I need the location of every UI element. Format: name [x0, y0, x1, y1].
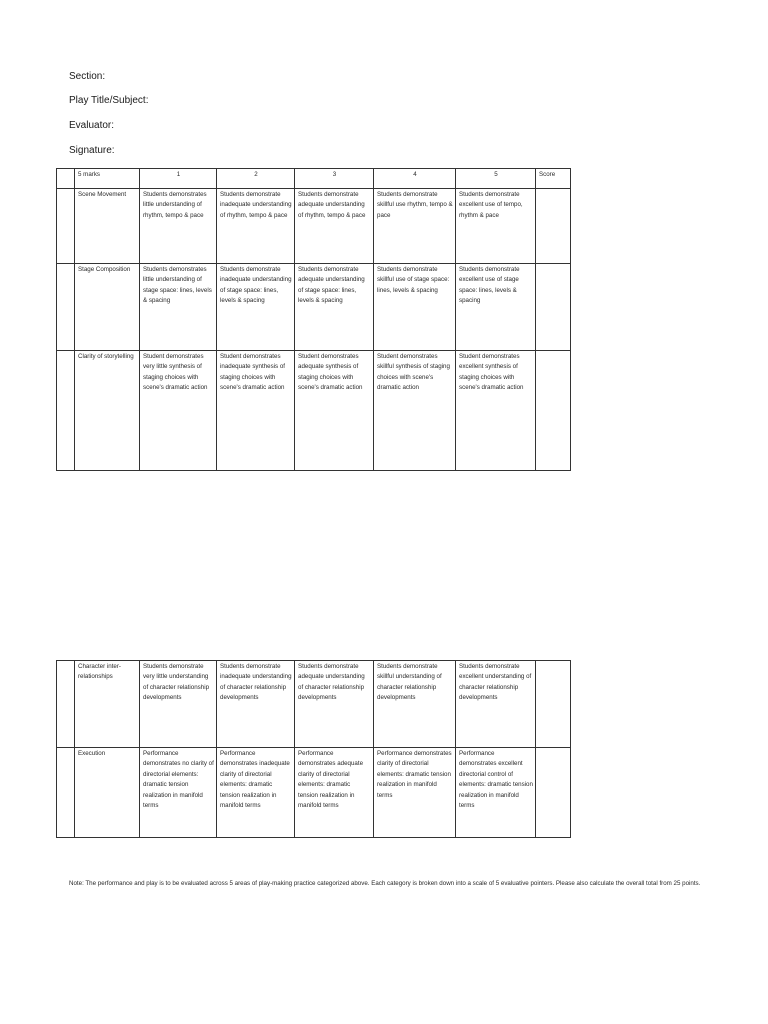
- blank-cell: [57, 169, 75, 189]
- blank-cell: [57, 661, 75, 748]
- score-cell[interactable]: [536, 661, 571, 748]
- level-cell: Students demonstrate adequate understanding of stage space: lines, levels & spacing: [295, 264, 374, 351]
- rubric-table-2: [56, 660, 571, 838]
- level-cell: Students demonstrate inadequate understanding of stage space: lines, levels & spacing: [217, 264, 295, 351]
- header-level-2: 2: [217, 169, 295, 189]
- score-cell[interactable]: [536, 748, 571, 838]
- signature-label: Signature:: [69, 145, 115, 156]
- header-level-3: 3: [295, 169, 374, 189]
- level-cell: Student demonstrates inadequate synthesis of staging choices with scene's dramatic action: [217, 351, 295, 471]
- level-cell: Students demonstrate skillful understanding of character relationship developments: [374, 661, 456, 748]
- blank-cell: [57, 189, 75, 264]
- level-cell: Students demonstrates little understanding of stage space: lines, levels & spacing: [140, 264, 217, 351]
- table-row: [57, 748, 571, 838]
- criterion-cell: Execution: [75, 748, 140, 838]
- blank-cell: [57, 748, 75, 838]
- score-cell[interactable]: [536, 351, 571, 471]
- level-cell: Students demonstrate adequate understanding of character relationship developments: [295, 661, 374, 748]
- evaluator-label: Evaluator:: [69, 120, 115, 131]
- level-cell: Performance demonstrates no clarity of directorial elements: dramatic tension realization in manifold terms: [140, 748, 217, 838]
- section-label: Section:: [69, 71, 106, 82]
- level-cell: Student demonstrates skillful synthesis of staging choices with scene's dramatic action: [374, 351, 456, 471]
- criterion-cell: Stage Composition: [75, 264, 140, 351]
- level-cell: Students demonstrates little understanding of rhythm, tempo & pace: [140, 189, 217, 264]
- level-cell: Students demonstrate inadequate understanding of rhythm, tempo & pace: [217, 189, 295, 264]
- header-level-5: 5: [456, 169, 536, 189]
- score-cell[interactable]: [536, 264, 571, 351]
- blank-cell: [57, 351, 75, 471]
- level-cell: Students demonstrate excellent understanding of character relationship developments: [456, 661, 536, 748]
- criterion-cell: Scene Movement: [75, 189, 140, 264]
- table-row: [57, 661, 571, 748]
- header-marks: 5 marks: [75, 169, 140, 189]
- level-cell: Students demonstrate very little understanding of character relationship developments: [140, 661, 217, 748]
- table-row: [57, 189, 571, 264]
- level-cell: Students demonstrate inadequate understanding of character relationship developments: [217, 661, 295, 748]
- level-cell: Student demonstrates adequate synthesis of staging choices with scene's dramatic action: [295, 351, 374, 471]
- level-cell: Performance demonstrates clarity of directorial elements: dramatic tension realization in manifold terms: [374, 748, 456, 838]
- rubric-table-1: [56, 168, 571, 471]
- table-row: [57, 351, 571, 471]
- header-level-1: 1: [140, 169, 217, 189]
- level-cell: Students demonstrate adequate understanding of rhythm, tempo & pace: [295, 189, 374, 264]
- criterion-cell: Character inter-relationships: [75, 661, 140, 748]
- level-cell: Student demonstrates excellent synthesis of staging choices with scene's dramatic action: [456, 351, 536, 471]
- level-cell: Performance demonstrates adequate clarity of directorial elements: dramatic tension realization in manifold terms: [295, 748, 374, 838]
- level-cell: Students demonstrate excellent use of stage space: lines, levels & spacing: [456, 264, 536, 351]
- header-score: Score: [536, 169, 571, 189]
- level-cell: Performance demonstrates excellent directorial control of elements: dramatic tension realization in manifold terms: [456, 748, 536, 838]
- header-level-4: 4: [374, 169, 456, 189]
- blank-cell: [57, 264, 75, 351]
- level-cell: Students demonstrate skillful use rhythm, tempo & pace: [374, 189, 456, 264]
- header-row: [57, 169, 571, 189]
- criterion-cell: Clarity of storytelling: [75, 351, 140, 471]
- play-title-label: Play Title/Subject:: [69, 95, 149, 106]
- level-cell: Students demonstrate skillful use of stage space: lines, levels & spacing: [374, 264, 456, 351]
- score-cell[interactable]: [536, 189, 571, 264]
- level-cell: Performance demonstrates inadequate clarity of directorial elements: dramatic tension realization in manifold terms: [217, 748, 295, 838]
- level-cell: Students demonstrate excellent use of tempo, rhythm & pace: [456, 189, 536, 264]
- level-cell: Student demonstrates very little synthesis of staging choices with scene's dramatic action: [140, 351, 217, 471]
- table-row: [57, 264, 571, 351]
- evaluation-note: Note: The performance and play is to be evaluated across 5 areas of play-making practice categorized above. Each category is broken down into a scale of 5 evaluative pointers. Please also calculate the overall total from 25 points.: [69, 880, 701, 887]
